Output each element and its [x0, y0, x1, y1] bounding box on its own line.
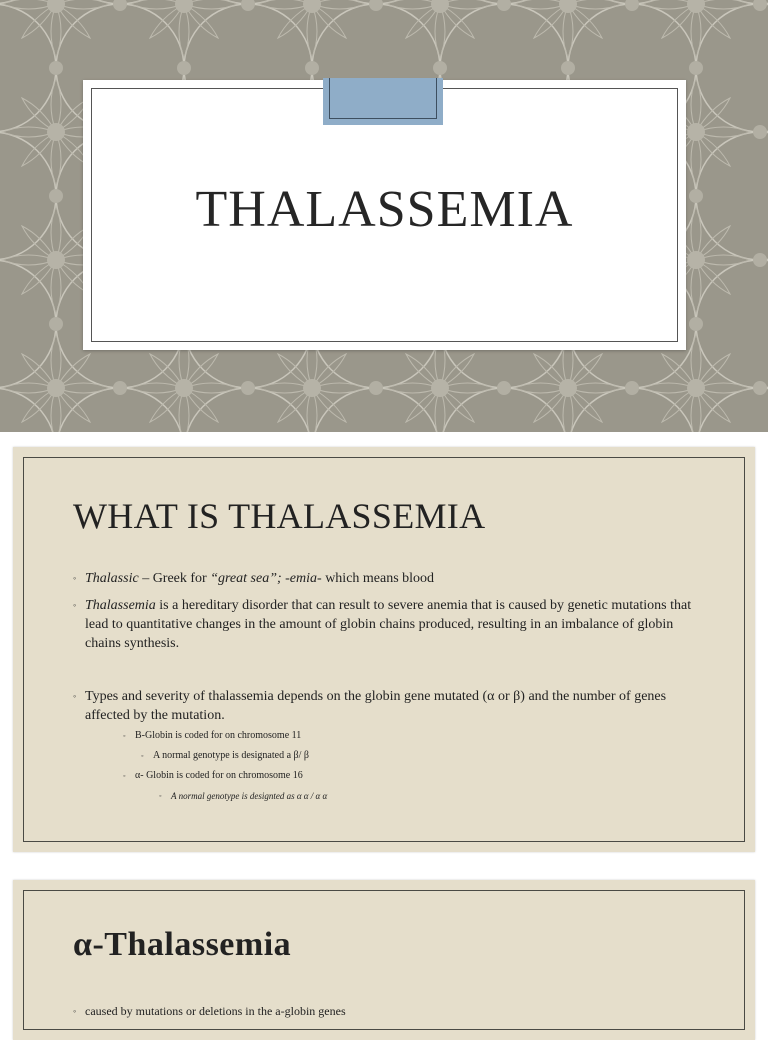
text: α- Globin is coded for on chromosome 16	[135, 770, 303, 781]
text: A normal genotype is designted as α α / α α	[171, 791, 328, 801]
bullet-icon: ◦	[73, 1006, 77, 1016]
accent-tab-border	[329, 78, 437, 119]
term: Thalassic	[85, 571, 139, 586]
content-slide-what-is	[13, 447, 755, 852]
term: Thalassemia	[85, 598, 156, 613]
list-item	[141, 746, 655, 766]
bullet-icon: ◦	[73, 573, 77, 583]
list-item	[73, 1002, 695, 1020]
list-item	[123, 726, 655, 746]
list-item	[123, 766, 655, 786]
title-slide	[0, 0, 768, 432]
title-card	[83, 80, 686, 350]
bullet-icon: ◦	[141, 752, 144, 760]
text: is a hereditary disorder that can result to severe anemia that is caused by genetic mutations that lead to quantitative changes in the amount of globin chains produced, resulting in an imbalance of globin chains synthesis.	[85, 598, 692, 651]
bullet-list	[73, 1002, 695, 1020]
text: A normal genotype is designated a β/ β	[153, 750, 309, 761]
bullet-icon: ◦	[73, 691, 77, 701]
list-item	[73, 596, 695, 653]
bullet-list	[73, 569, 695, 725]
bullet-icon: ◦	[73, 600, 77, 610]
bullet-icon: ◦	[123, 772, 126, 780]
content-slide-alpha-thalassemia	[13, 880, 755, 1040]
slide-heading: α-Thalassemia	[73, 926, 292, 963]
accent-tab	[323, 78, 443, 125]
slide-title: THALASSEMIA	[195, 181, 574, 238]
text: which means blood	[321, 571, 435, 586]
quote: “great sea”; -emia-	[210, 571, 322, 586]
sub-bullet-list	[123, 726, 655, 806]
text: – Greek for	[138, 571, 211, 586]
text: Types and severity of thalassemia depends on the globin gene mutated (α or β) and the number of genes affected by the mutation.	[85, 689, 667, 723]
bullet-icon: ◦	[123, 732, 126, 740]
text: Β-Globin is coded for on chromosome 11	[135, 730, 302, 741]
list-item	[73, 687, 695, 725]
text: caused by mutations or deletions in the a-globin genes	[85, 1004, 346, 1018]
list-item	[73, 569, 695, 588]
bullet-icon: ◦	[159, 792, 162, 800]
list-item	[159, 786, 655, 806]
slide-heading: WHAT IS THALASSEMIA	[73, 496, 486, 536]
